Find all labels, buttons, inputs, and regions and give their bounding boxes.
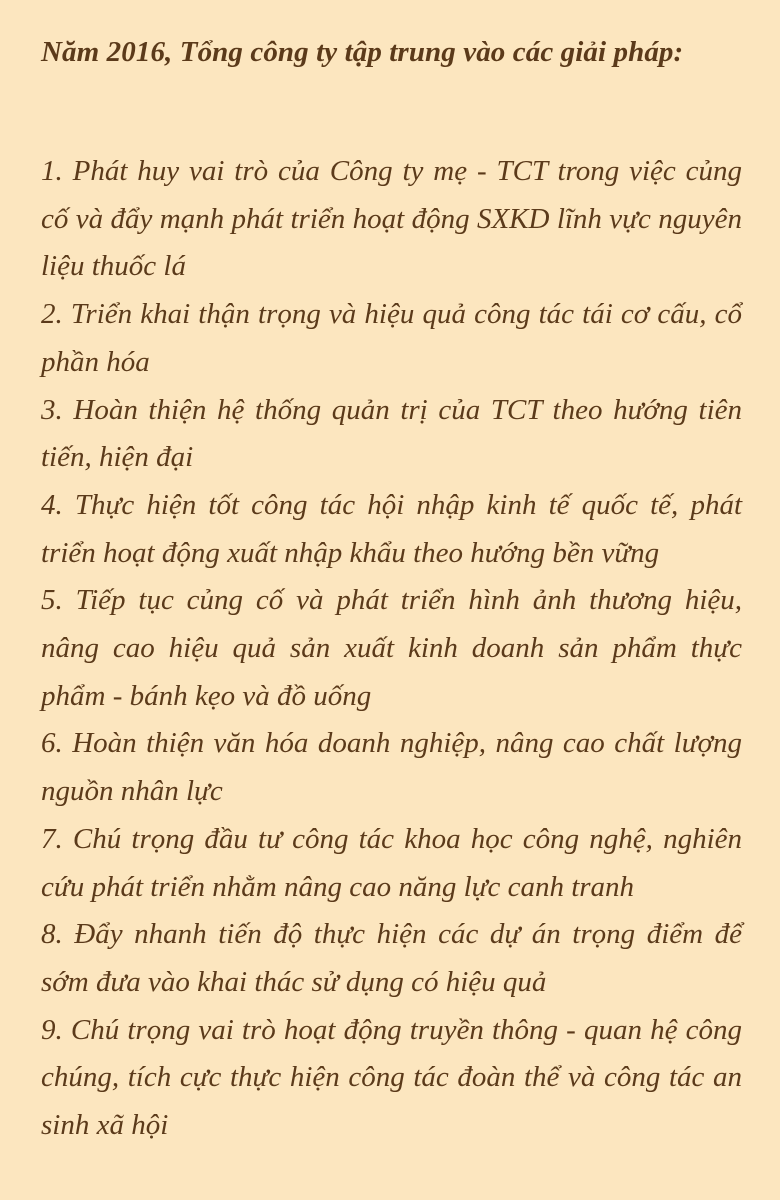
list-item: 2. Triển khai thận trọng và hiệu quả công tác tái cơ cấu, cổ phần hóa <box>41 298 742 378</box>
list-item: 1. Phát huy vai trò của Công ty mẹ - TCT trong việc củng cố và đẩy mạnh phát triển hoạt động SXKD lĩnh vực nguyên liệu thuốc lá <box>41 155 742 283</box>
solutions-list <box>41 148 742 1150</box>
list-item: 4. Thực hiện tốt công tác hội nhập kinh tế quốc tế, phát triển hoạt động xuất nhập khẩu theo hướng bền vững <box>41 488 742 569</box>
spacer <box>41 76 742 148</box>
list-item: 5. Tiếp tục củng cố và phát triển hình ảnh thương hiệu, nâng cao hiệu quả sản xuất kinh doanh sản phẩm thực phẩm - bánh kẹo và đồ uống <box>41 584 742 712</box>
list-item: 8. Đẩy nhanh tiến độ thực hiện các dự án trọng điểm để sớm đưa vào khai thác sử dụng có hiệu quả <box>41 918 742 998</box>
list-item: 7. Chú trọng đầu tư công tác khoa học công nghệ, nghiên cứu phát triển nhằm nâng cao năng lực canh tranh <box>41 822 742 903</box>
list-item: 9. Chú trọng vai trò hoạt động truyền thông - quan hệ công chúng, tích cực thực hiện công tác đoàn thể và công tác an sinh xã hội <box>41 1013 742 1142</box>
list-item: 6. Hoàn thiện văn hóa doanh nghiệp, nâng cao chất lượng nguồn nhân lực <box>41 727 742 808</box>
list-item: 3. Hoàn thiện hệ thống quản trị của TCT theo hướng tiên tiến, hiện đại <box>41 393 742 474</box>
document-heading: Năm 2016, Tổng công ty tập trung vào các giải pháp: <box>41 36 684 68</box>
